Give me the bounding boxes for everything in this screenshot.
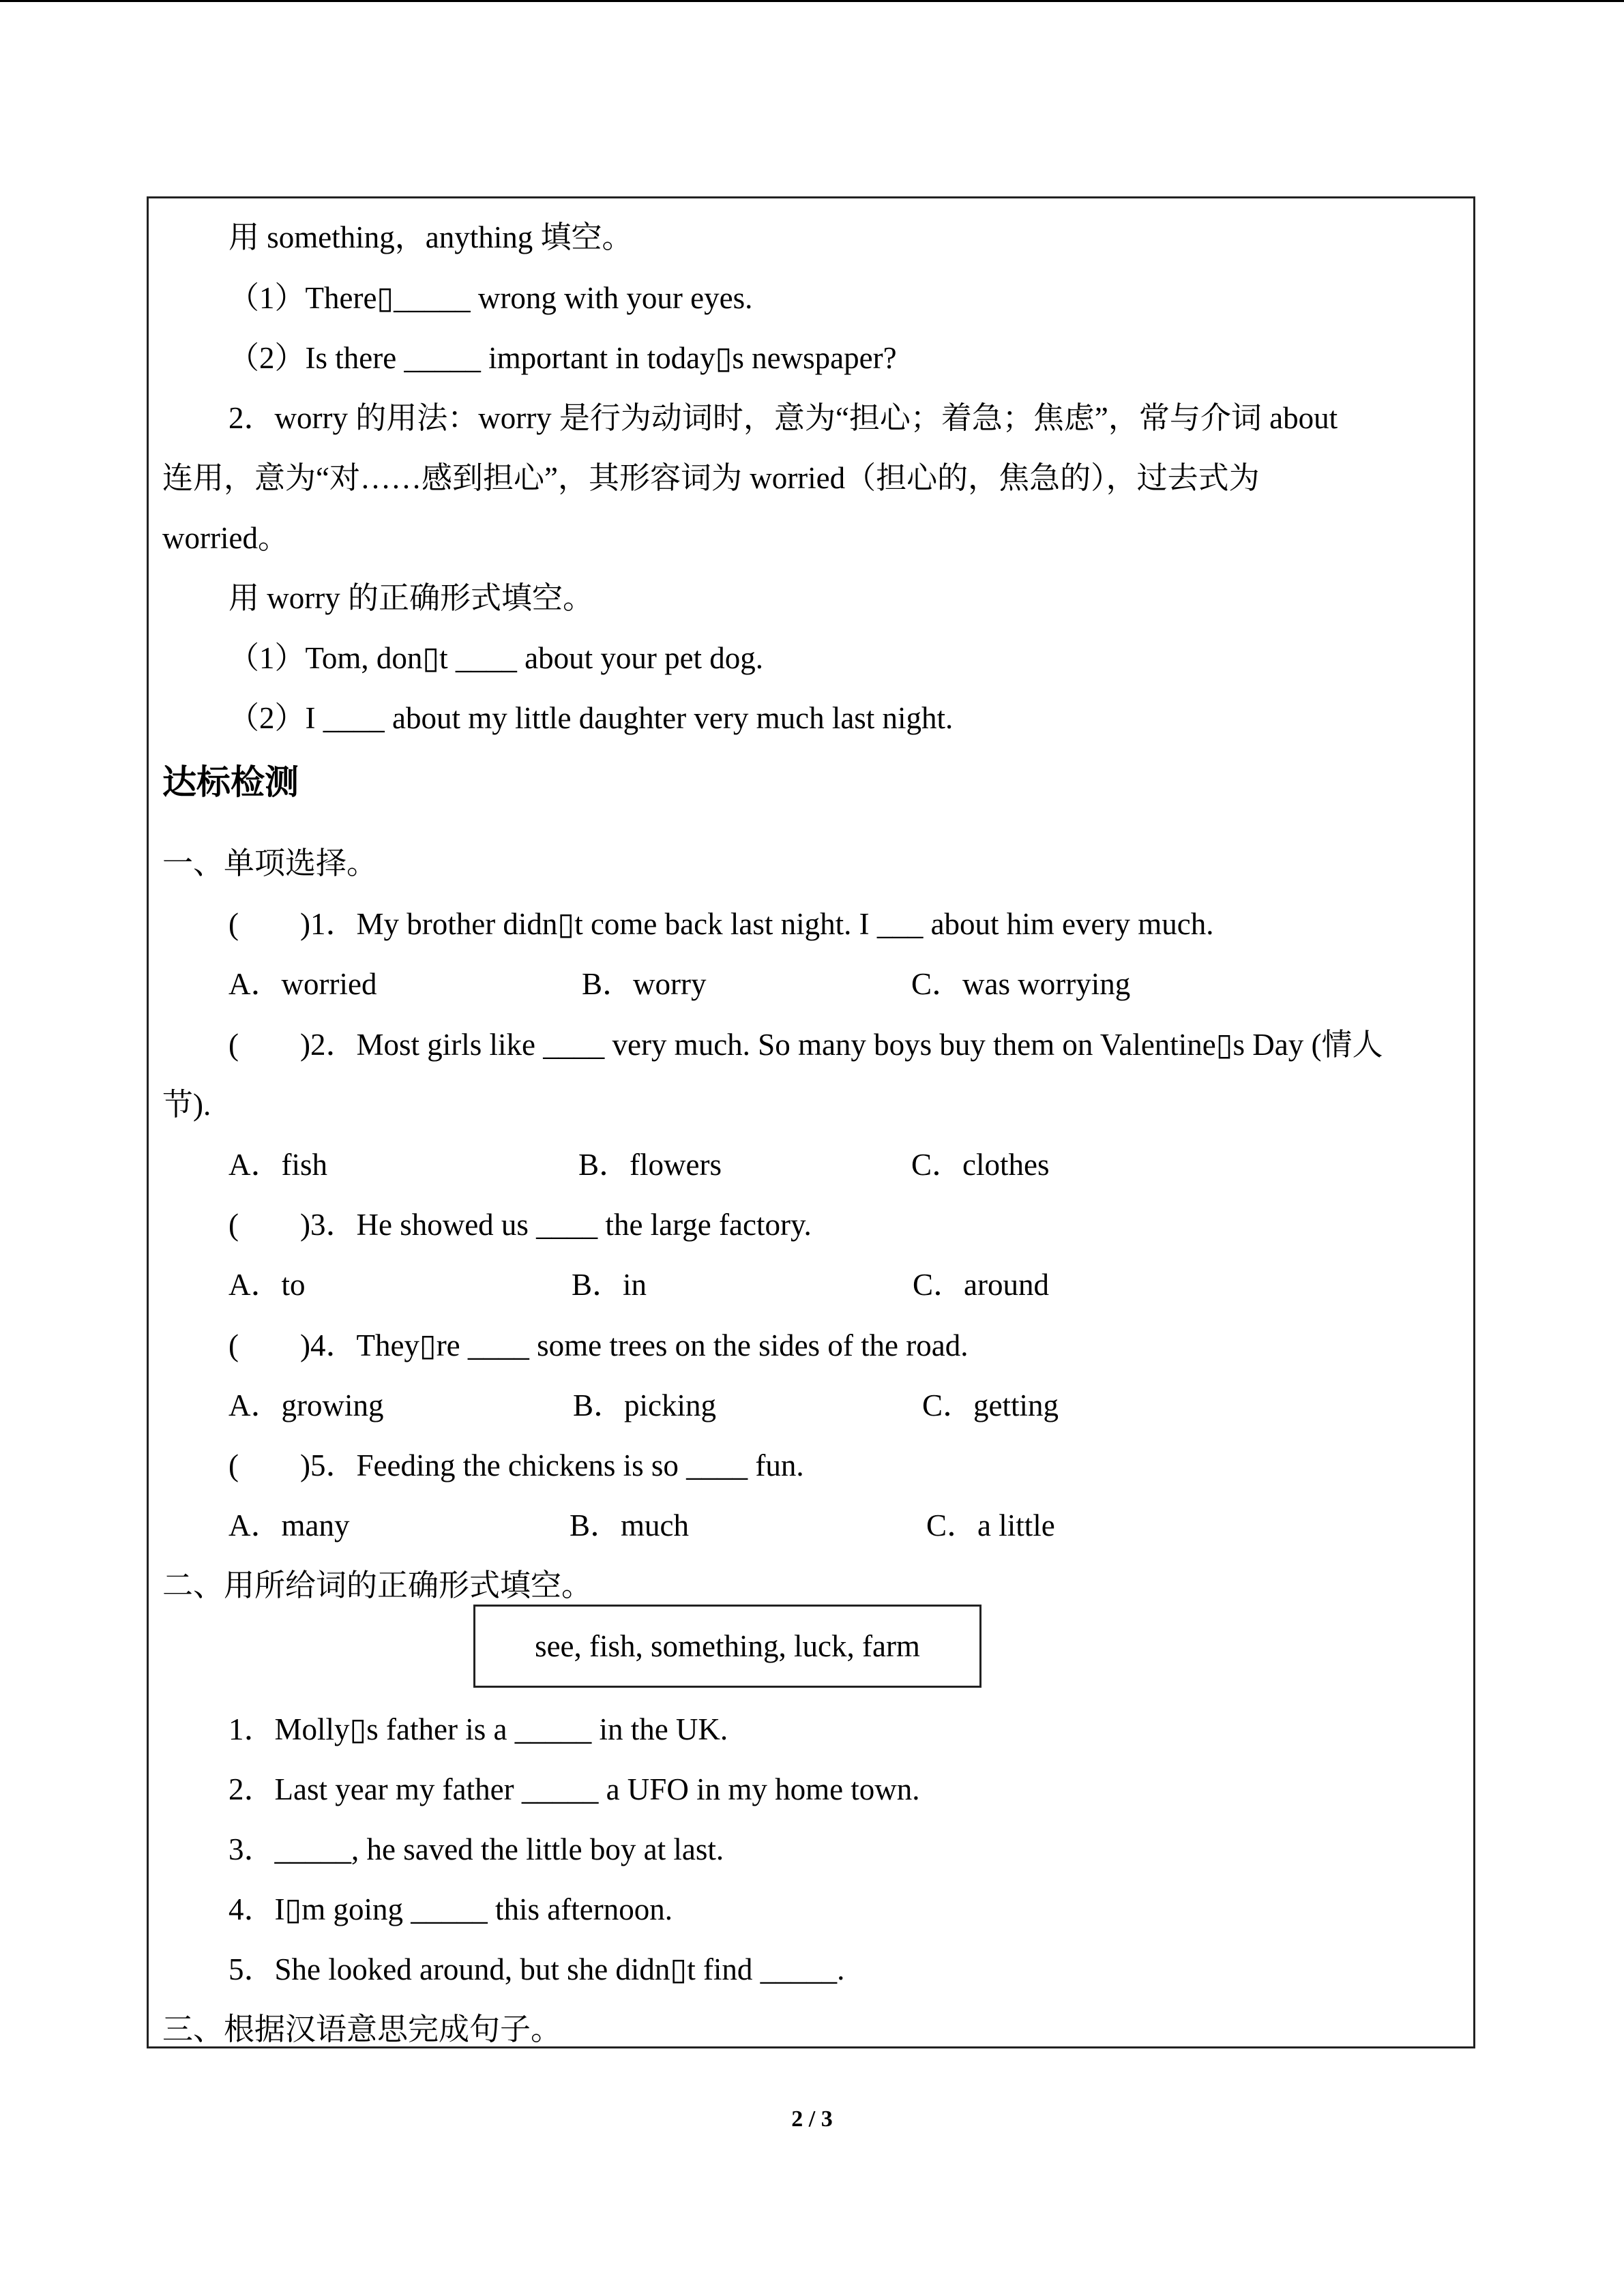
fill-blank-item: 4．I▯m going _____ this afternoon. bbox=[228, 1892, 673, 1926]
option-a: A．growing bbox=[228, 1388, 384, 1422]
option-c: C．clothes bbox=[911, 1148, 1050, 1182]
instruction-fill-worry: 用 worry 的正确形式填空。 bbox=[228, 581, 593, 615]
word-bank-box bbox=[473, 1605, 981, 1688]
section-heading: 达标检测 bbox=[162, 762, 299, 802]
question-stem: ( )3．He showed us ____ the large factory. bbox=[228, 1208, 812, 1242]
option-c: C．was worrying bbox=[911, 967, 1131, 1001]
fill-blank-item: 5．She looked around, but she didn▯t find _____. bbox=[228, 1952, 845, 1986]
option-c: C．getting bbox=[922, 1388, 1059, 1422]
word-bank-text: see, fish, something, luck, farm bbox=[535, 1629, 920, 1663]
grammar-note-line: 2．worry 的用法：worry 是行为动词时，意为“担心；着急；焦虑”，常与介词 about bbox=[228, 401, 1338, 435]
page-number: 2 / 3 bbox=[791, 2106, 833, 2132]
option-b: B．flowers bbox=[578, 1148, 722, 1182]
question-stem: ( )1．My brother didn▯t come back last night. I ___ about him every much. bbox=[228, 907, 1214, 941]
question-stem-continued: 节). bbox=[162, 1088, 211, 1122]
exercise-line: （1）There▯_____ wrong with your eyes. bbox=[228, 281, 753, 315]
option-b: B．picking bbox=[573, 1388, 716, 1422]
exercise-line: （2）I ____ about my little daughter very much last night. bbox=[228, 701, 954, 735]
fill-blank-item: 1．Molly▯s father is a _____ in the UK. bbox=[228, 1712, 728, 1746]
option-a: A．many bbox=[228, 1508, 350, 1542]
question-stem: ( )4．They▯re ____ some trees on the sides of the road. bbox=[228, 1328, 969, 1362]
section-title: 二、用所给词的正确形式填空。 bbox=[162, 1568, 593, 1602]
option-b: B．much bbox=[570, 1508, 689, 1542]
instruction-fill-something: 用 something，anything 填空。 bbox=[228, 220, 633, 254]
exercise-line: （1）Tom, don▯t ____ about your pet dog. bbox=[228, 641, 764, 675]
section-title: 三、根据汉语意思完成句子。 bbox=[162, 2012, 562, 2046]
question-stem: ( )5．Feeding the chickens is so ____ fun. bbox=[228, 1448, 804, 1482]
option-c: C．around bbox=[913, 1268, 1049, 1302]
option-a: A．worried bbox=[228, 967, 377, 1001]
fill-blank-item: 3．_____, he saved the little boy at last. bbox=[228, 1832, 724, 1866]
option-b: B．in bbox=[572, 1268, 647, 1302]
option-c: C．a little bbox=[926, 1508, 1055, 1542]
option-b: B．worry bbox=[582, 967, 707, 1001]
top-rule bbox=[0, 0, 1624, 2]
grammar-note-line: worried。 bbox=[162, 521, 289, 555]
option-a: A．to bbox=[228, 1268, 306, 1302]
exercise-line: （2）Is there _____ important in today▯s newspaper? bbox=[228, 341, 897, 375]
option-a: A．fish bbox=[228, 1148, 327, 1182]
section-title: 一、单项选择。 bbox=[162, 846, 378, 880]
grammar-note-line: 连用，意为“对……感到担心”，其形容词为 worried（担心的，焦急的），过去式为 bbox=[162, 461, 1260, 495]
question-stem: ( )2．Most girls like ____ very much. So many boys buy them on Valentine▯s Day (情人 bbox=[228, 1028, 1383, 1062]
fill-blank-item: 2．Last year my father _____ a UFO in my home town. bbox=[228, 1772, 920, 1806]
